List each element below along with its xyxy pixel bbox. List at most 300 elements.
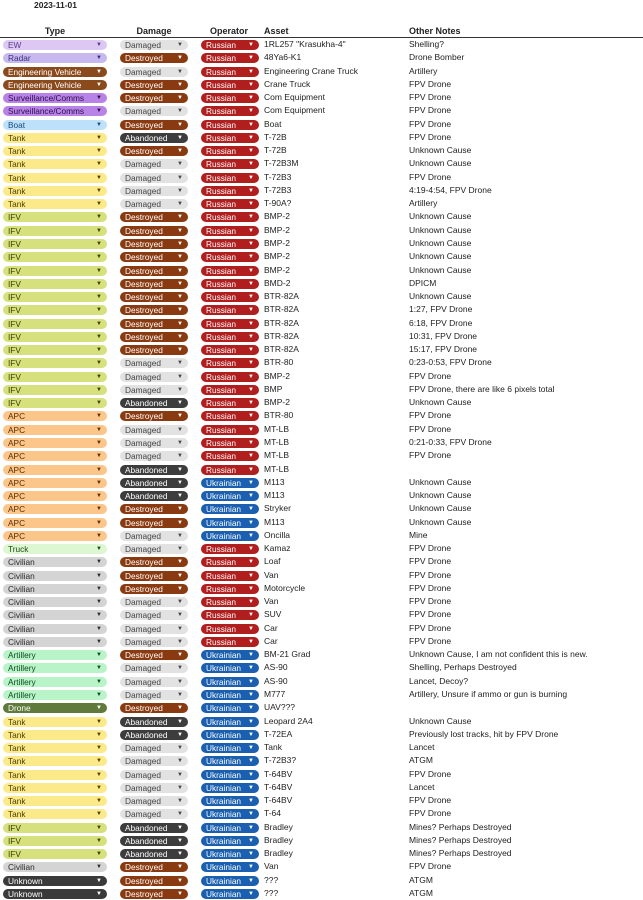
type-dropdown[interactable] [3, 690, 107, 700]
operator-dropdown[interactable] [201, 332, 259, 342]
type-dropdown[interactable] [3, 372, 107, 382]
chevron-down-icon: ▼ [177, 280, 183, 287]
type-dropdown[interactable] [3, 186, 107, 196]
damage-dropdown[interactable] [120, 465, 188, 475]
damage-dropdown[interactable] [120, 345, 188, 355]
operator-dropdown[interactable] [201, 279, 259, 289]
damage-dropdown[interactable] [120, 120, 188, 130]
operator-dropdown[interactable] [201, 226, 259, 236]
asset-cell: Stryker [264, 503, 291, 514]
chevron-down-icon: ▼ [96, 201, 102, 208]
operator-dropdown[interactable] [201, 425, 259, 435]
type-dropdown[interactable] [3, 610, 107, 620]
operator-dropdown[interactable] [201, 571, 259, 581]
chevron-down-icon: ▼ [248, 652, 254, 659]
type-dropdown[interactable] [3, 425, 107, 435]
damage-dropdown[interactable] [120, 40, 188, 50]
type-dropdown[interactable] [3, 584, 107, 594]
damage-dropdown[interactable] [120, 637, 188, 647]
type-dropdown[interactable] [3, 531, 107, 541]
operator-dropdown[interactable] [201, 451, 259, 461]
damage-dropdown[interactable] [120, 146, 188, 156]
type-dropdown[interactable] [3, 239, 107, 249]
type-dropdown[interactable] [3, 332, 107, 342]
asset-cell: BTR-82A [264, 317, 299, 328]
damage-dropdown[interactable] [120, 518, 188, 528]
damage-dropdown-label: Damaged [125, 40, 161, 50]
operator-dropdown[interactable] [201, 876, 259, 886]
table-row [0, 131, 643, 144]
damage-dropdown[interactable] [120, 862, 188, 872]
table-row [0, 635, 643, 648]
table-row [0, 51, 643, 64]
asset-cell: T-72B3 [264, 171, 292, 182]
damage-dropdown[interactable] [120, 252, 188, 262]
type-dropdown[interactable] [3, 836, 107, 846]
damage-dropdown[interactable] [120, 425, 188, 435]
chevron-down-icon: ▼ [248, 731, 254, 738]
operator-dropdown[interactable] [201, 663, 259, 673]
damage-dropdown[interactable] [120, 756, 188, 766]
operator-dropdown[interactable] [201, 53, 259, 63]
notes-cell: Artillery, Unsure if ammo or gun is burning [409, 689, 568, 700]
asset-cell: T-64 [264, 808, 282, 819]
type-dropdown[interactable] [3, 385, 107, 395]
type-dropdown-label: Boat [8, 119, 26, 130]
type-dropdown[interactable] [3, 279, 107, 289]
damage-dropdown[interactable] [120, 663, 188, 673]
damage-dropdown[interactable] [120, 305, 188, 315]
operator-dropdown-label: Ukrainian [206, 477, 242, 488]
damage-dropdown[interactable] [120, 876, 188, 886]
chevron-down-icon: ▼ [96, 95, 102, 102]
damage-dropdown-label: Damaged [125, 769, 161, 780]
operator-dropdown[interactable] [201, 93, 259, 103]
operator-dropdown[interactable] [201, 690, 259, 700]
damage-dropdown[interactable] [120, 743, 188, 753]
type-dropdown[interactable] [3, 823, 107, 833]
chevron-down-icon: ▼ [177, 837, 183, 844]
operator-dropdown-label: Russian [206, 345, 236, 356]
damage-dropdown[interactable] [120, 849, 188, 859]
operator-dropdown[interactable] [201, 610, 259, 620]
damage-dropdown[interactable] [120, 571, 188, 581]
damage-dropdown[interactable] [120, 809, 188, 819]
chevron-down-icon: ▼ [177, 254, 183, 261]
operator-dropdown[interactable] [201, 491, 259, 501]
notes-cell: FPV Drone [409, 861, 452, 872]
type-dropdown[interactable] [3, 770, 107, 780]
type-dropdown[interactable] [3, 571, 107, 581]
damage-dropdown[interactable] [120, 504, 188, 514]
type-dropdown[interactable] [3, 319, 107, 329]
chevron-down-icon: ▼ [248, 585, 254, 592]
damage-dropdown[interactable] [120, 889, 188, 899]
operator-dropdown[interactable] [201, 783, 259, 793]
damage-dropdown[interactable] [120, 385, 188, 395]
damage-dropdown[interactable] [120, 67, 188, 77]
type-dropdown[interactable] [3, 809, 107, 819]
operator-dropdown[interactable] [201, 465, 259, 475]
table-row [0, 290, 643, 303]
chevron-down-icon: ▼ [248, 267, 254, 274]
damage-dropdown-label: Abandoned [125, 491, 168, 502]
operator-dropdown[interactable] [201, 40, 259, 50]
type-dropdown[interactable] [3, 637, 107, 647]
damage-dropdown[interactable] [120, 212, 188, 222]
asset-cell: BMD-2 [264, 277, 291, 288]
type-dropdown[interactable] [3, 292, 107, 302]
type-dropdown[interactable] [3, 173, 107, 183]
type-dropdown[interactable] [3, 451, 107, 461]
type-dropdown[interactable] [3, 80, 107, 90]
type-dropdown[interactable] [3, 106, 107, 116]
asset-cell: Van [264, 596, 279, 607]
operator-dropdown[interactable] [201, 345, 259, 355]
table-row [0, 516, 643, 529]
damage-dropdown[interactable] [120, 597, 188, 607]
operator-dropdown[interactable] [201, 756, 259, 766]
type-dropdown[interactable] [3, 226, 107, 236]
chevron-down-icon: ▼ [96, 811, 102, 818]
damage-dropdown[interactable] [120, 226, 188, 236]
header-operator: Operator [209, 26, 248, 36]
notes-cell: FPV Drone [409, 410, 452, 421]
table-row [0, 330, 643, 343]
damage-dropdown[interactable] [120, 677, 188, 687]
type-dropdown[interactable] [3, 491, 107, 501]
table-row [0, 728, 643, 741]
operator-dropdown[interactable] [201, 730, 259, 740]
notes-cell: Lancet [409, 742, 435, 753]
operator-dropdown[interactable] [201, 186, 259, 196]
operator-dropdown[interactable] [201, 252, 259, 262]
damage-dropdown[interactable] [120, 531, 188, 541]
damage-dropdown[interactable] [120, 557, 188, 567]
operator-dropdown-label: Russian [206, 583, 236, 594]
damage-dropdown[interactable] [120, 199, 188, 209]
damage-dropdown[interactable] [120, 93, 188, 103]
operator-dropdown-label: Ukrainian [206, 835, 242, 846]
operator-dropdown[interactable] [201, 133, 259, 143]
operator-dropdown-label: Ukrainian [206, 809, 242, 820]
type-dropdown[interactable] [3, 743, 107, 753]
damage-dropdown[interactable] [120, 690, 188, 700]
type-dropdown[interactable] [3, 703, 107, 713]
damage-dropdown[interactable] [120, 239, 188, 249]
damage-dropdown[interactable] [120, 823, 188, 833]
operator-dropdown[interactable] [201, 849, 259, 859]
type-dropdown[interactable] [3, 120, 107, 130]
chevron-down-icon: ▼ [96, 559, 102, 566]
damage-dropdown[interactable] [120, 796, 188, 806]
notes-cell: FPV Drone [409, 582, 452, 593]
operator-dropdown[interactable] [201, 717, 259, 727]
operator-dropdown[interactable] [201, 504, 259, 514]
chevron-down-icon: ▼ [248, 386, 254, 393]
damage-dropdown[interactable] [120, 106, 188, 116]
operator-dropdown[interactable] [201, 292, 259, 302]
damage-dropdown[interactable] [120, 836, 188, 846]
chevron-down-icon: ▼ [96, 705, 102, 712]
chevron-down-icon: ▼ [96, 519, 102, 526]
damage-dropdown-label: Abandoned [125, 464, 168, 475]
damage-dropdown[interactable] [120, 770, 188, 780]
operator-dropdown[interactable] [201, 478, 259, 488]
chevron-down-icon: ▼ [248, 413, 254, 420]
notes-cell: Unknown Cause [409, 715, 472, 726]
table-row [0, 104, 643, 117]
type-dropdown[interactable] [3, 252, 107, 262]
operator-dropdown[interactable] [201, 557, 259, 567]
operator-dropdown-label: Russian [206, 557, 236, 568]
operator-dropdown[interactable] [201, 266, 259, 276]
damage-dropdown[interactable] [120, 159, 188, 169]
damage-dropdown[interactable] [120, 584, 188, 594]
type-dropdown[interactable] [3, 504, 107, 514]
type-dropdown[interactable] [3, 358, 107, 368]
notes-cell: FPV Drone, there are like 6 pixels total [409, 383, 555, 394]
operator-dropdown[interactable] [201, 398, 259, 408]
operator-dropdown-label: Russian [206, 371, 236, 382]
operator-dropdown[interactable] [201, 305, 259, 315]
type-dropdown[interactable] [3, 624, 107, 634]
operator-dropdown[interactable] [201, 624, 259, 634]
damage-dropdown[interactable] [120, 319, 188, 329]
chevron-down-icon: ▼ [96, 453, 102, 460]
type-dropdown[interactable] [3, 889, 107, 899]
damage-dropdown-label: Destroyed [125, 345, 163, 356]
type-dropdown[interactable] [3, 650, 107, 660]
operator-dropdown[interactable] [201, 823, 259, 833]
type-dropdown[interactable] [3, 345, 107, 355]
type-dropdown-label: Surveillance/Comms [8, 93, 85, 104]
operator-dropdown[interactable] [201, 809, 259, 819]
damage-dropdown[interactable] [120, 266, 188, 276]
operator-dropdown[interactable] [201, 438, 259, 448]
type-dropdown[interactable] [3, 677, 107, 687]
operator-dropdown[interactable] [201, 862, 259, 872]
chevron-down-icon: ▼ [177, 267, 183, 274]
type-dropdown[interactable] [3, 717, 107, 727]
damage-dropdown[interactable] [120, 703, 188, 713]
damage-dropdown[interactable] [120, 544, 188, 554]
damage-dropdown[interactable] [120, 717, 188, 727]
chevron-down-icon: ▼ [248, 811, 254, 818]
notes-cell: Unknown Cause [409, 158, 472, 169]
operator-dropdown[interactable] [201, 159, 259, 169]
type-dropdown[interactable] [3, 133, 107, 143]
type-dropdown-label: EW [8, 40, 22, 50]
operator-dropdown[interactable] [201, 212, 259, 222]
chevron-down-icon: ▼ [177, 333, 183, 340]
damage-dropdown[interactable] [120, 279, 188, 289]
damage-dropdown[interactable] [120, 610, 188, 620]
operator-dropdown-label: Russian [206, 93, 236, 104]
chevron-down-icon: ▼ [96, 493, 102, 500]
type-dropdown[interactable] [3, 544, 107, 554]
operator-dropdown[interactable] [201, 372, 259, 382]
type-dropdown[interactable] [3, 93, 107, 103]
notes-cell: FPV Drone [409, 105, 452, 116]
operator-dropdown-label: Russian [206, 53, 236, 64]
chevron-down-icon: ▼ [248, 692, 254, 699]
operator-dropdown[interactable] [201, 239, 259, 249]
asset-cell: BMP-2 [264, 224, 290, 235]
operator-dropdown[interactable] [201, 703, 259, 713]
operator-dropdown[interactable] [201, 889, 259, 899]
asset-cell: MT-LB [264, 423, 290, 434]
type-dropdown[interactable] [3, 783, 107, 793]
damage-dropdown[interactable] [120, 650, 188, 660]
type-dropdown[interactable] [3, 438, 107, 448]
type-dropdown-label: Tank [8, 716, 26, 727]
damage-dropdown[interactable] [120, 411, 188, 421]
damage-dropdown[interactable] [120, 624, 188, 634]
damage-dropdown[interactable] [120, 53, 188, 63]
type-dropdown[interactable] [3, 849, 107, 859]
damage-dropdown[interactable] [120, 783, 188, 793]
operator-dropdown-label: Russian [206, 146, 236, 157]
table-row [0, 436, 643, 449]
type-dropdown[interactable] [3, 146, 107, 156]
damage-dropdown-label: Damaged [125, 636, 161, 647]
operator-dropdown[interactable] [201, 319, 259, 329]
operator-dropdown[interactable] [201, 518, 259, 528]
damage-dropdown[interactable] [120, 80, 188, 90]
asset-cell: Com Equipment [264, 105, 325, 116]
operator-dropdown[interactable] [201, 637, 259, 647]
type-dropdown[interactable] [3, 557, 107, 567]
notes-cell: FPV Drone [409, 543, 452, 554]
damage-dropdown[interactable] [120, 491, 188, 501]
chevron-down-icon: ▼ [177, 585, 183, 592]
table-row [0, 409, 643, 422]
operator-dropdown[interactable] [201, 677, 259, 687]
notes-cell: Shelling? [409, 39, 444, 49]
type-dropdown[interactable] [3, 663, 107, 673]
asset-cell: T-72B3? [264, 755, 297, 766]
damage-dropdown[interactable] [120, 133, 188, 143]
operator-dropdown[interactable] [201, 146, 259, 156]
type-dropdown[interactable] [3, 159, 107, 169]
operator-dropdown[interactable] [201, 796, 259, 806]
type-dropdown[interactable] [3, 67, 107, 77]
chevron-down-icon: ▼ [177, 638, 183, 645]
damage-dropdown-label: Abandoned [125, 132, 168, 143]
operator-dropdown[interactable] [201, 743, 259, 753]
type-dropdown[interactable] [3, 199, 107, 209]
operator-dropdown[interactable] [201, 199, 259, 209]
type-dropdown[interactable] [3, 40, 107, 50]
damage-dropdown[interactable] [120, 451, 188, 461]
chevron-down-icon: ▼ [96, 824, 102, 831]
operator-dropdown-label: Russian [206, 40, 236, 50]
operator-dropdown[interactable] [201, 358, 259, 368]
type-dropdown[interactable] [3, 796, 107, 806]
table-row [0, 250, 643, 263]
damage-dropdown[interactable] [120, 478, 188, 488]
type-dropdown-label: Civilian [8, 862, 35, 873]
damage-dropdown[interactable] [120, 173, 188, 183]
table-row [0, 502, 643, 515]
operator-dropdown[interactable] [201, 106, 259, 116]
asset-cell: Motorcycle [264, 582, 306, 593]
type-dropdown[interactable] [3, 305, 107, 315]
type-dropdown-label: Tank [8, 769, 26, 780]
type-dropdown-label: Tank [8, 743, 26, 754]
operator-dropdown[interactable] [201, 411, 259, 421]
damage-dropdown[interactable] [120, 332, 188, 342]
operator-dropdown-label: Russian [206, 623, 236, 634]
notes-cell: FPV Drone [409, 118, 452, 129]
operator-dropdown[interactable] [201, 67, 259, 77]
operator-dropdown[interactable] [201, 584, 259, 594]
operator-dropdown[interactable] [201, 531, 259, 541]
operator-dropdown-label: Russian [206, 106, 236, 117]
notes-cell: Unknown Cause, I am not confident this is new. [409, 649, 588, 660]
operator-dropdown[interactable] [201, 650, 259, 660]
damage-dropdown[interactable] [120, 398, 188, 408]
type-dropdown[interactable] [3, 730, 107, 740]
damage-dropdown-label: Destroyed [125, 146, 163, 157]
type-dropdown[interactable] [3, 756, 107, 766]
notes-cell: FPV Drone [409, 635, 452, 646]
type-dropdown[interactable] [3, 478, 107, 488]
type-dropdown[interactable] [3, 266, 107, 276]
chevron-down-icon: ▼ [177, 386, 183, 393]
type-dropdown[interactable] [3, 518, 107, 528]
type-dropdown[interactable] [3, 862, 107, 872]
damage-dropdown[interactable] [120, 358, 188, 368]
operator-dropdown-label: Russian [206, 305, 236, 316]
type-dropdown[interactable] [3, 212, 107, 222]
operator-dropdown-label: Russian [206, 610, 236, 621]
damage-dropdown[interactable] [120, 186, 188, 196]
type-dropdown[interactable] [3, 398, 107, 408]
table-row [0, 622, 643, 635]
damage-dropdown[interactable] [120, 438, 188, 448]
damage-dropdown-label: Destroyed [125, 862, 163, 873]
chevron-down-icon: ▼ [96, 55, 102, 62]
operator-dropdown[interactable] [201, 385, 259, 395]
operator-dropdown[interactable] [201, 80, 259, 90]
type-dropdown[interactable] [3, 876, 107, 886]
chevron-down-icon: ▼ [248, 877, 254, 884]
damage-dropdown[interactable] [120, 730, 188, 740]
operator-dropdown[interactable] [201, 173, 259, 183]
chevron-down-icon: ▼ [248, 426, 254, 433]
chevron-down-icon: ▼ [248, 81, 254, 88]
operator-dropdown[interactable] [201, 120, 259, 130]
type-dropdown[interactable] [3, 411, 107, 421]
type-dropdown-label: Civilian [8, 636, 35, 647]
operator-dropdown[interactable] [201, 597, 259, 607]
type-dropdown[interactable] [3, 53, 107, 63]
type-dropdown-label: Tank [8, 185, 26, 196]
operator-dropdown[interactable] [201, 544, 259, 554]
damage-dropdown[interactable] [120, 292, 188, 302]
damage-dropdown[interactable] [120, 372, 188, 382]
notes-cell: Unknown Cause [409, 224, 472, 235]
table-row [0, 529, 643, 542]
operator-dropdown[interactable] [201, 836, 259, 846]
type-dropdown[interactable] [3, 597, 107, 607]
asset-cell: T-72EA [264, 728, 293, 739]
operator-dropdown[interactable] [201, 770, 259, 780]
type-dropdown[interactable] [3, 465, 107, 475]
chevron-down-icon: ▼ [248, 612, 254, 619]
